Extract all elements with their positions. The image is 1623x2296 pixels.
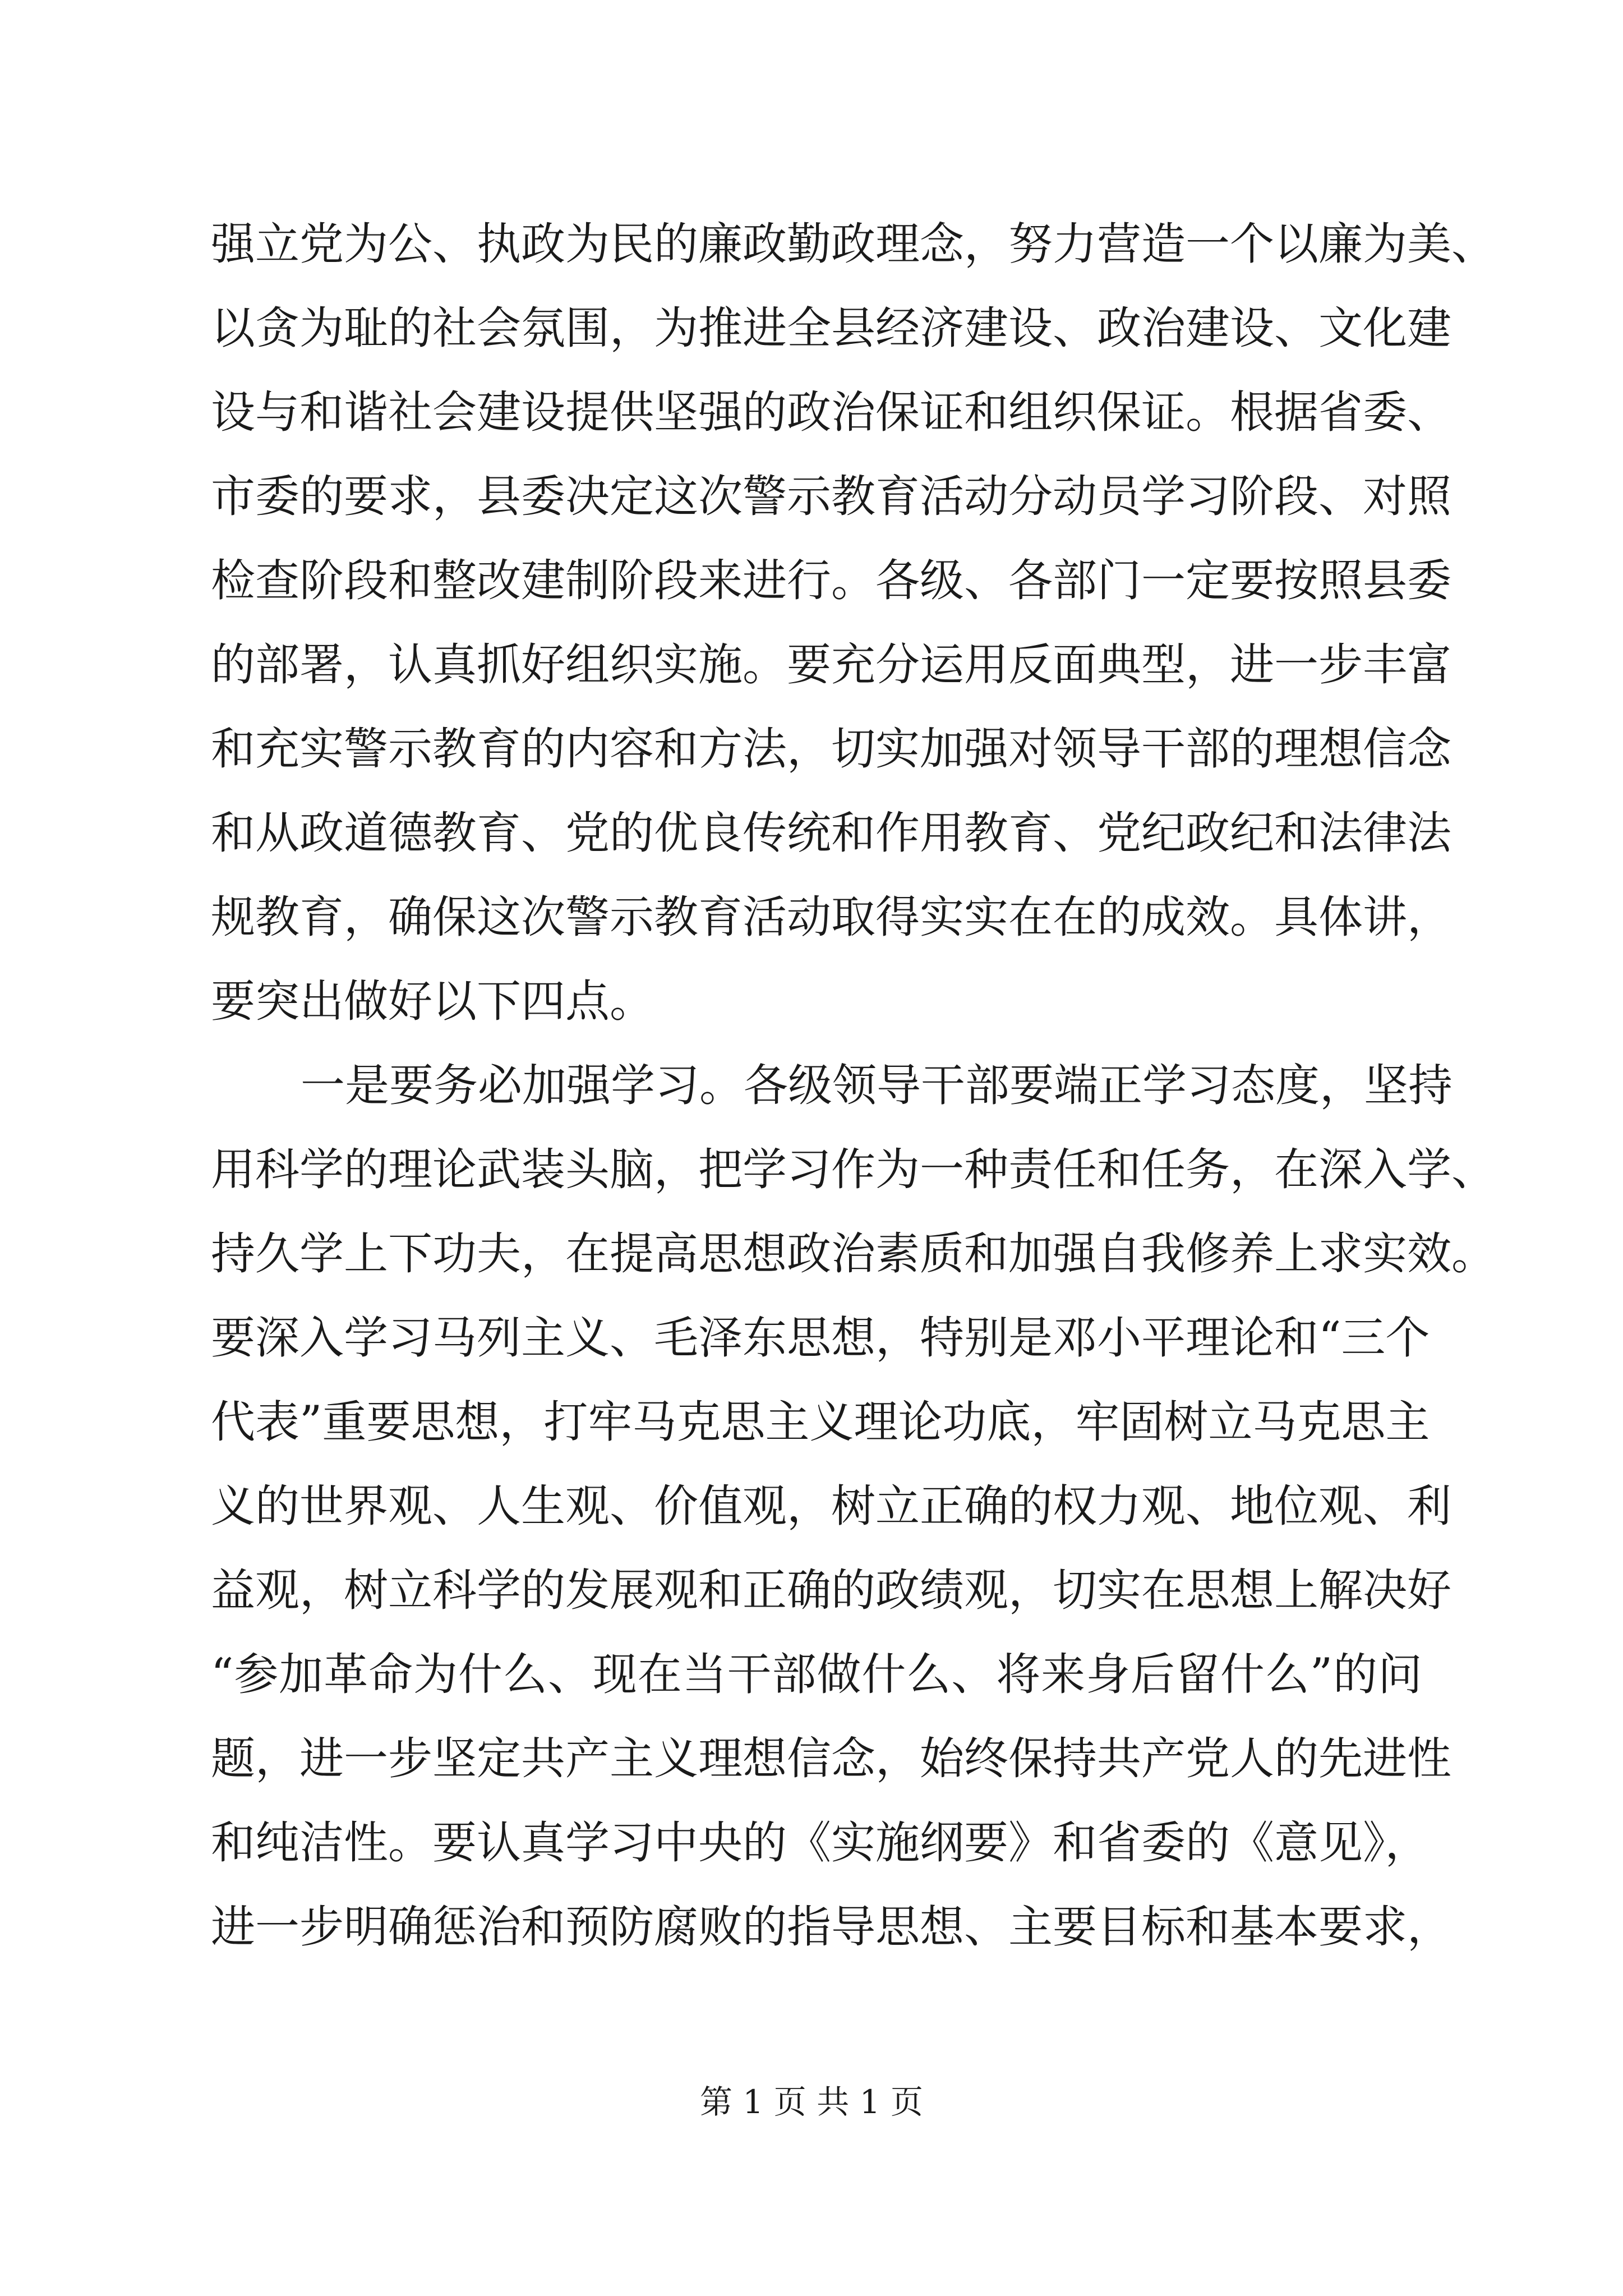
- text-line: 和从政道德教育、党的优良传统和作用教育、党纪政纪和法律法: [211, 807, 1451, 859]
- text-line: 要突出做好以下四点。: [211, 976, 654, 1027]
- text-line: 市委的要求，县委决定这次警示教育活动分动员学习阶段、对照: [211, 471, 1451, 522]
- text-line: “参加革命为什么、现在当干部做什么、将来身后留什么”的问: [211, 1649, 1422, 1700]
- text-line: 以贪为耻的社会氛围，为推进全县经济建设、政治建设、文化建: [211, 302, 1451, 354]
- text-line: 进一步明确惩治和预防腐败的指导思想、主要目标和基本要求，: [211, 1901, 1451, 1953]
- text-line: 和纯洁性。要认真学习中央的《实施纲要》和省委的《意见》，: [211, 1817, 1430, 1869]
- text-line: 义的世界观、人生观、价值观，树立正确的权力观、地位观、利: [211, 1480, 1451, 1532]
- text-line: 规教育，确保这次警示教育活动取得实实在在的成效。具体讲，: [211, 891, 1451, 943]
- text-line: 强立党为公、执政为民的廉政勤政理念，努力营造一个以廉为美、: [211, 218, 1496, 270]
- paragraph-first-line: 一是要务必加强学习。各级领导干部要端正学习态度，坚持: [301, 1060, 1453, 1111]
- text-line: 用科学的理论武装头脑，把学习作为一种责任和任务，在深入学、: [211, 1144, 1496, 1195]
- text-line: 的部署，认真抓好组织实施。要充分运用反面典型，进一步丰富: [211, 639, 1451, 691]
- page-footer: 第 1 页 共 1 页: [700, 2083, 923, 2121]
- text-line: 持久学上下功夫，在提高思想政治素质和加强自我修养上求实效。: [211, 1228, 1496, 1280]
- text-line: 要深入学习马列主义、毛泽东思想，特别是邓小平理论和“三个: [211, 1312, 1430, 1364]
- text-line: 设与和谐社会建设提供坚强的政治保证和组织保证。根据省委、: [211, 386, 1451, 438]
- text-line: 题，进一步坚定共产主义理想信念，始终保持共产党人的先进性: [211, 1733, 1451, 1784]
- document-body: [211, 202, 1496, 1969]
- text-line: 和充实警示教育的内容和方法，切实加强对领导干部的理想信念: [211, 723, 1451, 775]
- text-line: 检查阶段和整改建制阶段来进行。各级、各部门一定要按照县委: [211, 555, 1451, 606]
- text-line: 代表”重要思想，打牢马克思主义理论功底，牢固树立马克思主: [211, 1396, 1430, 1448]
- text-line: 益观，树立科学的发展观和正确的政绩观，切实在思想上解决好: [211, 1565, 1451, 1616]
